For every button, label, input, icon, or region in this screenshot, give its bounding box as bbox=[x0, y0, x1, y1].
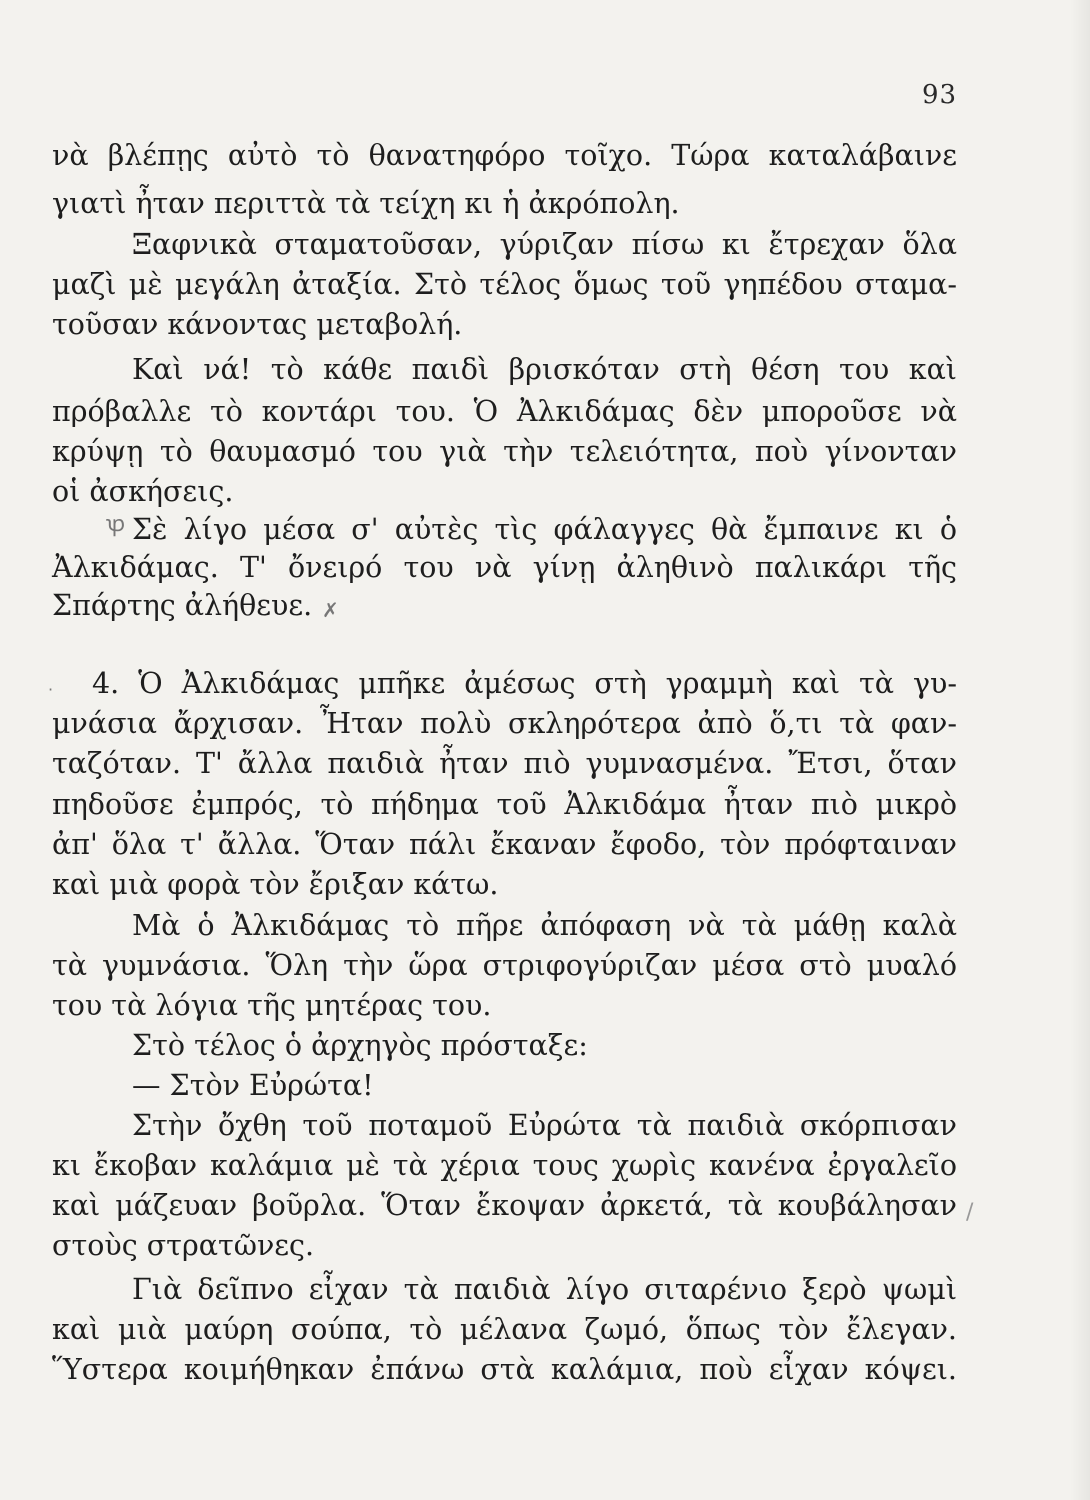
dot-mark-icon: · bbox=[48, 680, 54, 699]
text-line: Στὸ τέλος ὁ ἀρχηγὸς πρόσταξε: bbox=[132, 1029, 588, 1062]
text-line: Μὰ ὁ Ἀλκιδάμας τὸ πῆρε ἀπόφαση νὰ τὰ μάθῃ καλὰ bbox=[132, 909, 957, 942]
text-line: τὰ γυμνάσια. Ὅλη τὴν ὥρα στριφογύριζαν μέσα στὸ μυαλό bbox=[52, 949, 957, 982]
text-line: κρύψῃ τὸ θαυμασμό του γιὰ τὴν τελειότητα, ποὺ γίνονταν bbox=[52, 435, 957, 468]
text-line: ταζόταν. Τ' ἄλλα παιδιὰ ἦταν πιὸ γυμνασμένα. Ἔτσι, ὅταν bbox=[52, 747, 957, 780]
text-line: τοῦσαν κάνοντας μεταβολή. bbox=[52, 308, 463, 341]
text-line: — Στὸν Εὐρώτα! bbox=[132, 1069, 374, 1102]
text-line: Στὴν ὄχθη τοῦ ποταμοῦ Εὐρώτα τὰ παιδιὰ σκόρπισαν bbox=[132, 1109, 957, 1142]
text-line: Σπάρτης ἀλήθευε. bbox=[52, 589, 313, 622]
page-edge-shadow bbox=[1070, 0, 1090, 1500]
pencil-mark-icon: ✗ bbox=[322, 598, 339, 622]
text-line: πρόβαλλε τὸ κοντάρι του. Ὁ Ἀλκιδάμας δὲν μποροῦσε νὰ bbox=[52, 395, 957, 428]
text-line: καὶ μιὰ μαύρη σούπα, τὸ μέλανα ζωμό, ὅπως τὸν ἔλεγαν. bbox=[52, 1313, 957, 1346]
text-line: ἀπ' ὅλα τ' ἄλλα. Ὅταν πάλι ἔκαναν ἔφοδο, τὸν πρόφταιναν bbox=[52, 828, 957, 861]
text-line: Ξαφνικὰ σταματοῦσαν, γύριζαν πίσω κι ἔτρεχαν ὅλα bbox=[132, 228, 957, 261]
text-line: νὰ βλέπῃς αὐτὸ τὸ θανατηφόρο τοῖχο. Τώρα καταλάβαινε bbox=[52, 139, 957, 172]
text-line: καὶ μάζευαν βοῦρλα. Ὅταν ἔκοψαν ἀρκετά, τὰ κουβάλησαν bbox=[52, 1189, 957, 1222]
text-line: πηδοῦσε ἐμπρός, τὸ πήδημα τοῦ Ἀλκιδάμα ἦταν πιὸ μικρὸ bbox=[52, 788, 957, 821]
text-line: κι ἔκοβαν καλάμια μὲ τὰ χέρια τους χωρὶς κανένα ἐργαλεῖο bbox=[52, 1149, 957, 1182]
text-line: μνάσια ἄρχισαν. Ἦταν πολὺ σκληρότερα ἀπὸ ὅ,τι τὰ φαν- bbox=[52, 707, 957, 740]
text-line: μαζὶ μὲ μεγάλη ἀταξία. Στὸ τέλος ὅμως τοῦ γηπέδου σταμα- bbox=[52, 268, 957, 301]
text-line: Ὕστερα κοιμήθηκαν ἐπάνω στὰ καλάμια, ποὺ εἶχαν κόψει. bbox=[52, 1353, 957, 1386]
text-line: Καὶ νά! τὸ κάθε παιδὶ βρισκόταν στὴ θέση του καὶ bbox=[132, 353, 957, 386]
text-line: Ἀλκιδάμας. Τ' ὄνειρό του νὰ γίνῃ ἀληθινὸ παλικάρι τῆς bbox=[52, 551, 957, 584]
text-line: Γιὰ δεῖπνο εἶχαν τὰ παιδιὰ λίγο σιταρένιο ξερὸ ψωμὶ bbox=[132, 1273, 957, 1306]
pencil-mark-icon: ꝕ bbox=[106, 512, 126, 537]
text-line: γιατὶ ἦταν περιττὰ τὰ τείχη κι ἡ ἀκρόπολη. bbox=[52, 187, 680, 220]
text-line: Σὲ λίγο μέσα σ' αὐτὲς τὶς φάλαγγες θὰ ἔμπαινε κι ὁ bbox=[132, 513, 957, 546]
text-line: καὶ μιὰ φορὰ τὸν ἔριξαν κάτω. bbox=[52, 868, 499, 901]
text-line: 4. Ὁ Ἀλκιδάμας μπῆκε ἀμέσως στὴ γραμμὴ καὶ τὰ γυ- bbox=[92, 667, 957, 700]
pencil-mark-icon: / bbox=[966, 1200, 974, 1225]
page-number: 93 bbox=[922, 80, 958, 110]
text-line: στοὺς στρατῶνες. bbox=[52, 1229, 315, 1262]
text-line: του τὰ λόγια τῆς μητέρας του. bbox=[52, 989, 492, 1022]
text-line: οἱ ἀσκήσεις. bbox=[52, 475, 234, 508]
